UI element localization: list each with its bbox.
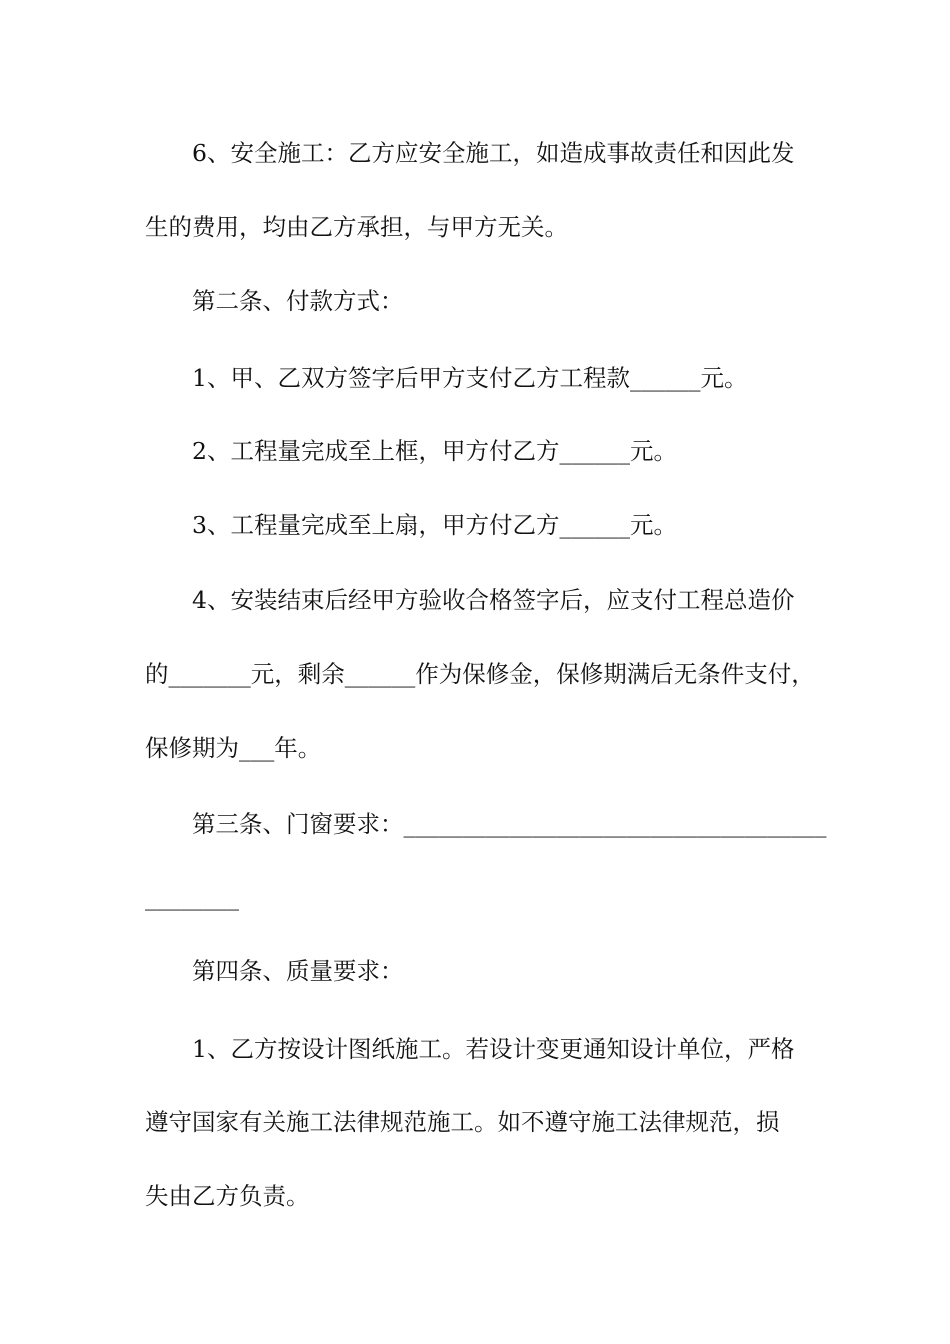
window-requirements-blank-continuation: ________ — [145, 883, 239, 911]
heading-article-3-window-requirements: 第三条、门窗要求：____________________________________ — [192, 810, 827, 838]
payment-item-3: 3、工程量完成至上扇，甲方付乙方______元。 — [192, 511, 677, 539]
payment-item-4-line-2: 的_______元，剩余______作为保修金，保修期满后无条件支付， — [145, 660, 815, 688]
payment-item-1: 1、甲、乙双方签字后甲方支付乙方工程款______元。 — [192, 364, 748, 392]
payment-item-4-line-3: 保修期为___年。 — [145, 734, 322, 762]
quality-item-1-line-1: 1、乙方按设计图纸施工。若设计变更通知设计单位，严格 — [192, 1035, 795, 1063]
paragraph-safety-construction-line-2: 生的费用，均由乙方承担，与甲方无关。 — [145, 213, 568, 241]
payment-item-4-line-1: 4、安装结束后经甲方验收合格签字后，应支付工程总造价 — [192, 586, 795, 614]
heading-article-2-payment: 第二条、付款方式： — [192, 287, 404, 315]
payment-item-2: 2、工程量完成至上框，甲方付乙方______元。 — [192, 437, 677, 465]
heading-article-4-quality: 第四条、质量要求： — [192, 957, 404, 985]
quality-item-1-line-3: 失由乙方负责。 — [145, 1182, 310, 1210]
quality-item-1-line-2: 遵守国家有关施工法律规范施工。如不遵守施工法律规范，损 — [145, 1108, 780, 1136]
paragraph-safety-construction-line-1: 6、安全施工：乙方应安全施工，如造成事故责任和因此发 — [192, 139, 795, 167]
